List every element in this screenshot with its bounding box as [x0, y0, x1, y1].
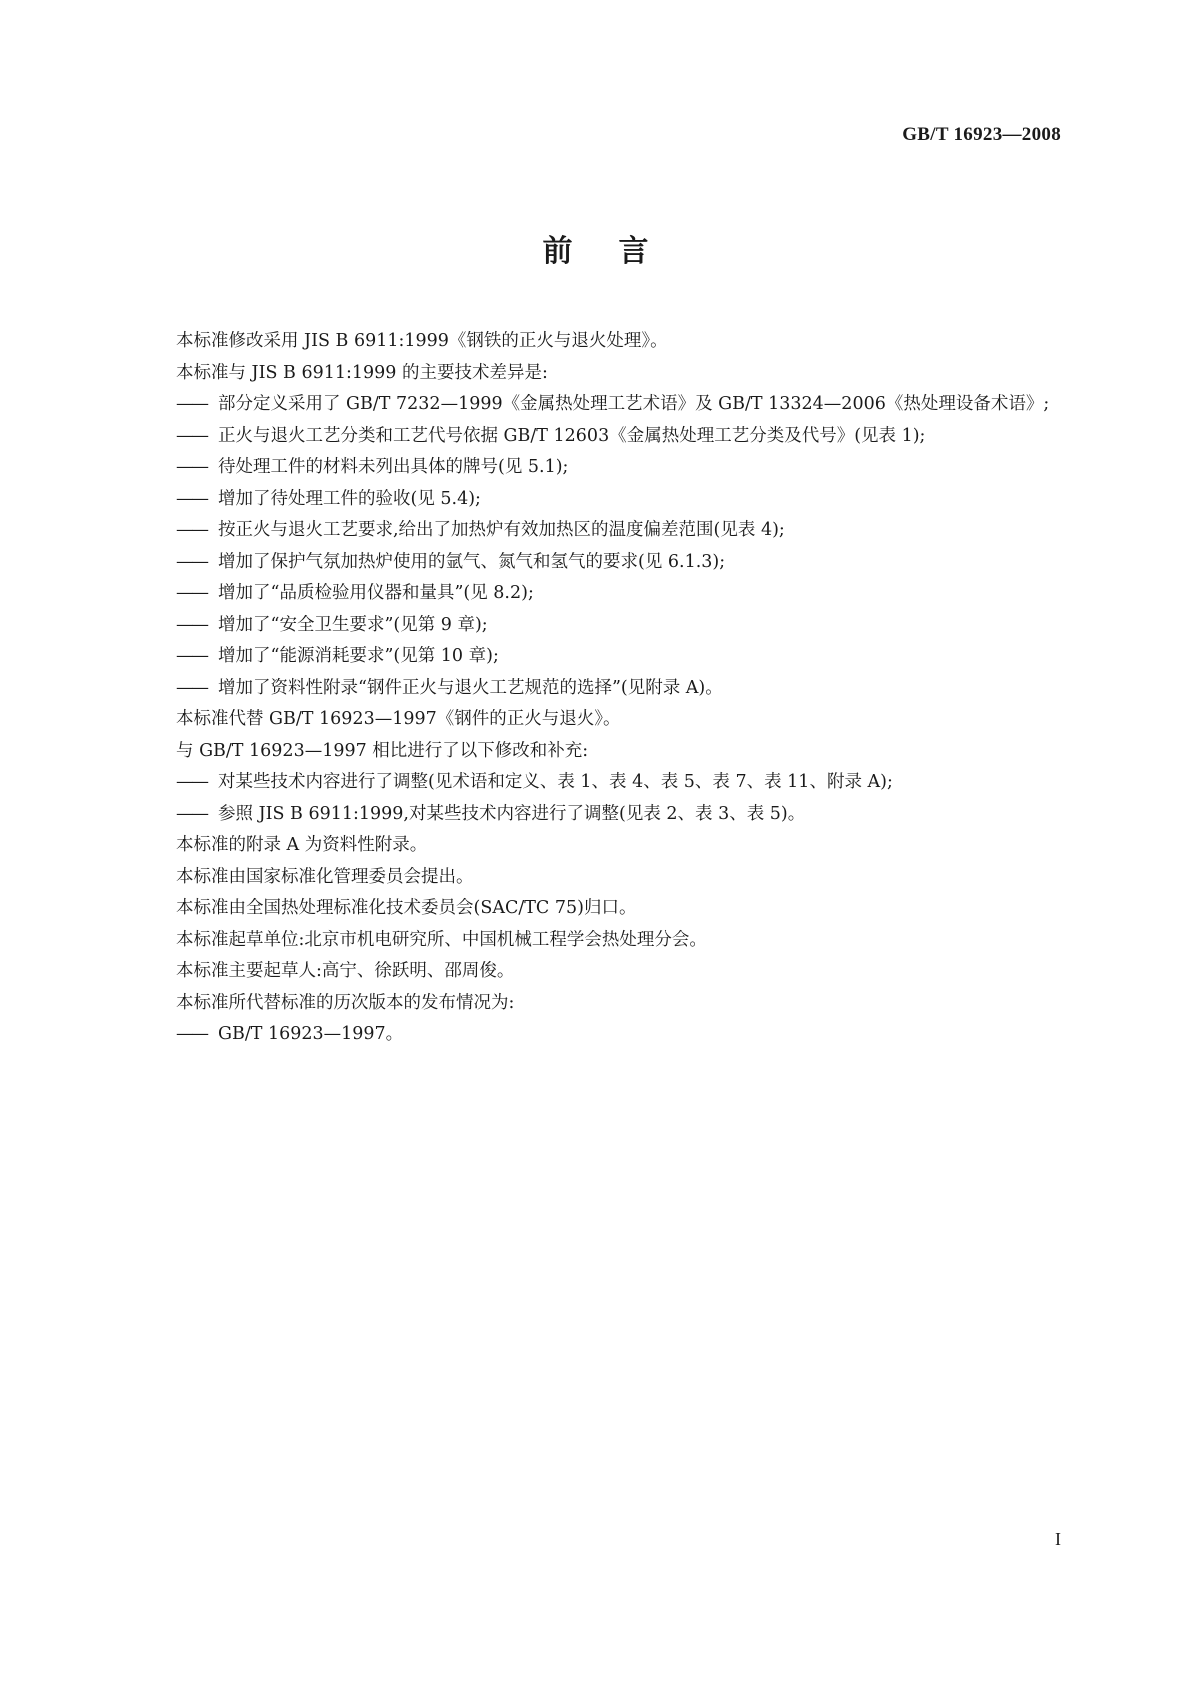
dash-marker: —— [176, 425, 207, 446]
list-item-difference [176, 515, 1076, 547]
page-title: 前言 [542, 234, 695, 269]
dash-marker: —— [176, 551, 207, 572]
list-item-change [176, 799, 1076, 831]
dash-marker: —— [176, 803, 207, 824]
dash-marker: —— [176, 457, 207, 477]
list-item-difference [176, 673, 1076, 705]
list-item-difference [176, 452, 1076, 484]
dash-marker: —— [176, 583, 207, 603]
paragraph-drafting-units: 本标准起草单位:北京市机电研究所、中国机械工程学会热处理分会。 [176, 929, 707, 950]
list-item-text: 部分定义采用了 GB/T 7232—1999《金属热处理工艺术语》及 GB/T 13324—2006《热处理设备术语》; [218, 394, 1050, 414]
list-item-text: 增加了“品质检验用仪器和量具”(见 8.2); [218, 583, 534, 603]
dash-marker: —— [176, 614, 207, 635]
list-item-difference [176, 578, 1076, 610]
dash-marker: —— [176, 488, 207, 509]
list-item-text: 正火与退火工艺分类和工艺代号依据 GB/T 12603《金属热处理工艺分类及代号》(见表 1); [218, 425, 926, 446]
paragraph-replaces: 本标准代替 GB/T 16923—1997《钢件的正火与退火》。 [176, 709, 621, 729]
paragraph-drafters: 本标准主要起草人:高宁、徐跃明、邵周俊。 [176, 961, 515, 981]
foreword-body [176, 326, 1076, 1051]
list-item-text: 待处理工件的材料未列出具体的牌号(见 5.1); [218, 457, 569, 477]
list-item-difference [176, 389, 1076, 421]
list-item-previous-version [176, 1019, 1076, 1051]
list-item-text: 增加了保护气氛加热炉使用的氩气、氮气和氢气的要求(见 6.1.3); [218, 551, 726, 572]
list-item-text: 增加了“能源消耗要求”(见第 10 章); [218, 646, 499, 666]
list-item-text: 增加了资料性附录“钢件正火与退火工艺规范的选择”(见附录 A)。 [218, 677, 723, 698]
dash-marker: —— [176, 1024, 207, 1044]
list-item-difference [176, 484, 1076, 516]
list-item-difference [176, 421, 1076, 453]
list-item-text: GB/T 16923—1997。 [218, 1024, 404, 1044]
paragraph-differences-intro: 本标准与 JIS B 6911:1999 的主要技术差异是: [176, 362, 548, 383]
dash-marker: —— [176, 677, 207, 698]
list-item-text: 对某些技术内容进行了调整(见术语和定义、表 1、表 4、表 5、表 7、表 11、附录 A); [218, 772, 893, 792]
paragraph-proposed-by: 本标准由国家标准化管理委员会提出。 [176, 866, 474, 887]
paragraph-administered-by: 本标准由全国热处理标准化技术委员会(SAC/TC 75)归口。 [176, 898, 637, 918]
paragraph-adoption: 本标准修改采用 JIS B 6911:1999《钢铁的正火与退火处理》。 [176, 331, 668, 351]
dash-marker: —— [176, 520, 207, 540]
list-item-text: 增加了待处理工件的验收(见 5.4); [218, 488, 481, 509]
paragraph-comparison-intro: 与 GB/T 16923—1997 相比进行了以下修改和补充: [176, 740, 589, 761]
list-item-text: 按正火与退火工艺要求,给出了加热炉有效加热区的温度偏差范围(见表 4); [218, 520, 785, 540]
list-item-text: 增加了“安全卫生要求”(见第 9 章); [218, 614, 488, 635]
list-item-difference [176, 610, 1076, 642]
list-item-text: 参照 JIS B 6911:1999,对某些技术内容进行了调整(见表 2、表 3、表 5)。 [218, 803, 806, 824]
dash-marker: —— [176, 772, 207, 792]
dash-marker: —— [176, 646, 207, 666]
list-item-difference [176, 547, 1076, 579]
list-item-difference [176, 641, 1076, 673]
page-number: I [1055, 1529, 1061, 1549]
standard-code: GB/T 16923—2008 [902, 124, 1061, 145]
paragraph-previous-editions: 本标准所代替标准的历次版本的发布情况为: [176, 992, 515, 1013]
list-item-change [176, 767, 1076, 799]
dash-marker: —— [176, 394, 207, 414]
paragraph-annex: 本标准的附录 A 为资料性附录。 [176, 835, 428, 855]
